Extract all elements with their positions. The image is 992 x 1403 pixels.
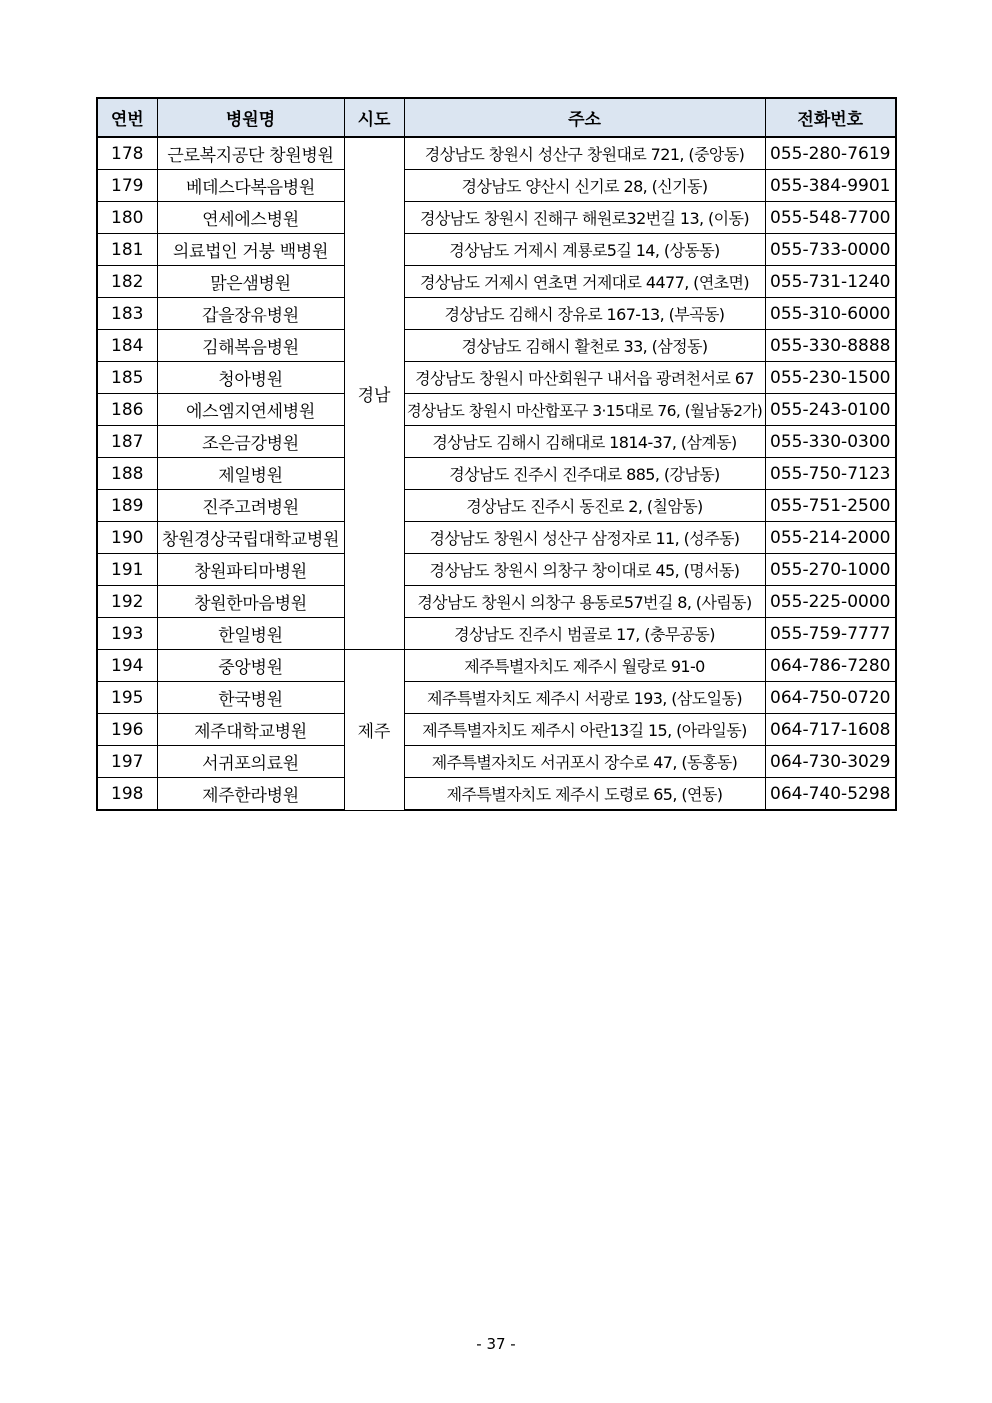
address-cell: 경상남도 김해시 김해대로 1814-37, (삼계동) [404,426,765,458]
table-row [97,362,896,394]
table-row [97,682,896,714]
phone-cell: 055-548-7700 [765,202,896,234]
table-row [97,170,896,202]
phone-cell: 055-330-0300 [765,426,896,458]
serial-cell: 183 [97,298,157,330]
hospital-name-cell: 제주대학교병원 [157,714,344,746]
table-row [97,234,896,266]
header-address: 주소 [404,98,765,137]
hospital-name-cell: 진주고려병원 [157,490,344,522]
hospital-name-cell: 청아병원 [157,362,344,394]
table-row [97,266,896,298]
phone-cell: 055-759-7777 [765,618,896,650]
hospital-name-cell: 연세에스병원 [157,202,344,234]
address-cell: 경상남도 거제시 연초면 거제대로 4477, (연초면) [404,266,765,298]
serial-cell: 193 [97,618,157,650]
address-cell: 경상남도 창원시 의창구 창이대로 45, (명서동) [404,554,765,586]
address-cell: 제주특별자치도 제주시 도령로 65, (연동) [404,778,765,811]
hospital-name-cell: 제일병원 [157,458,344,490]
serial-cell: 180 [97,202,157,234]
serial-cell: 190 [97,522,157,554]
hospital-name-cell: 서귀포의료원 [157,746,344,778]
phone-cell: 055-230-1500 [765,362,896,394]
serial-cell: 178 [97,137,157,170]
hospital-name-cell: 에스엠지연세병원 [157,394,344,426]
phone-cell: 055-280-7619 [765,137,896,170]
table-row [97,458,896,490]
address-cell: 제주특별자치도 제주시 아란13길 15, (아라일동) [404,714,765,746]
address-cell: 경상남도 진주시 진주대로 885, (강남동) [404,458,765,490]
address-cell: 경상남도 창원시 의창구 용동로57번길 8, (사림동) [404,586,765,618]
phone-cell: 055-384-9901 [765,170,896,202]
address-cell: 제주특별자치도 서귀포시 장수로 47, (동홍동) [404,746,765,778]
address-cell: 경상남도 거제시 계룡로5길 14, (상동동) [404,234,765,266]
address-cell: 경상남도 창원시 마산회원구 내서읍 광려천서로 67 [404,362,765,394]
address-cell: 경상남도 창원시 성산구 창원대로 721, (중앙동) [404,137,765,170]
phone-cell: 055-750-7123 [765,458,896,490]
header-serial: 연번 [97,98,157,137]
serial-cell: 187 [97,426,157,458]
phone-cell: 064-740-5298 [765,778,896,811]
serial-cell: 186 [97,394,157,426]
serial-cell: 185 [97,362,157,394]
serial-cell: 192 [97,586,157,618]
serial-cell: 198 [97,778,157,811]
address-cell: 경상남도 창원시 진해구 해원로32번길 13, (이동) [404,202,765,234]
header-hospital-name: 병원명 [157,98,344,137]
hospital-name-cell: 한국병원 [157,682,344,714]
serial-cell: 188 [97,458,157,490]
serial-cell: 194 [97,650,157,682]
region-cell: 제주 [344,650,404,811]
hospital-name-cell: 의료법인 거붕 백병원 [157,234,344,266]
hospital-name-cell: 창원경상국립대학교병원 [157,522,344,554]
table-row [97,330,896,362]
serial-cell: 196 [97,714,157,746]
address-cell: 경상남도 양산시 신기로 28, (신기동) [404,170,765,202]
hospital-name-cell: 한일병원 [157,618,344,650]
phone-cell: 055-733-0000 [765,234,896,266]
address-cell: 경상남도 창원시 마산합포구 3·15대로 76, (월남동2가) [404,394,765,426]
phone-cell: 055-214-2000 [765,522,896,554]
serial-cell: 181 [97,234,157,266]
serial-cell: 195 [97,682,157,714]
phone-cell: 064-730-3029 [765,746,896,778]
table-row [97,490,896,522]
table-header-row [97,98,896,137]
phone-cell: 055-243-0100 [765,394,896,426]
hospital-name-cell: 근로복지공단 창원병원 [157,137,344,170]
address-cell: 제주특별자치도 제주시 월랑로 91-0 [404,650,765,682]
address-cell: 경상남도 김해시 활천로 33, (삼정동) [404,330,765,362]
address-cell: 경상남도 창원시 성산구 삼정자로 11, (성주동) [404,522,765,554]
hospital-table [96,97,897,811]
serial-cell: 179 [97,170,157,202]
hospital-name-cell: 김해복음병원 [157,330,344,362]
serial-cell: 197 [97,746,157,778]
address-cell: 경상남도 김해시 장유로 167-13, (부곡동) [404,298,765,330]
phone-cell: 064-786-7280 [765,650,896,682]
phone-cell: 055-310-6000 [765,298,896,330]
serial-cell: 184 [97,330,157,362]
phone-cell: 064-717-1608 [765,714,896,746]
serial-cell: 189 [97,490,157,522]
table-row [97,426,896,458]
table-row [97,202,896,234]
table-row [97,618,896,650]
table-row [97,586,896,618]
phone-cell: 055-731-1240 [765,266,896,298]
hospital-name-cell: 창원한마음병원 [157,586,344,618]
page-number: - 37 - [476,1335,516,1353]
table-row [97,298,896,330]
table-row [97,778,896,811]
hospital-name-cell: 맑은샘병원 [157,266,344,298]
table-row [97,714,896,746]
phone-cell: 055-330-8888 [765,330,896,362]
hospital-name-cell: 창원파티마병원 [157,554,344,586]
serial-cell: 182 [97,266,157,298]
address-cell: 경상남도 진주시 범골로 17, (충무공동) [404,618,765,650]
phone-cell: 055-751-2500 [765,490,896,522]
table-row [97,137,896,170]
header-phone: 전화번호 [765,98,896,137]
table-row [97,522,896,554]
table-row [97,746,896,778]
hospital-name-cell: 갑을장유병원 [157,298,344,330]
serial-cell: 191 [97,554,157,586]
address-cell: 제주특별자치도 제주시 서광로 193, (삼도일동) [404,682,765,714]
hospital-name-cell: 베데스다복음병원 [157,170,344,202]
table-body [97,137,896,810]
hospital-name-cell: 조은금강병원 [157,426,344,458]
address-cell: 경상남도 진주시 동진로 2, (칠암동) [404,490,765,522]
table-row [97,554,896,586]
hospital-name-cell: 중앙병원 [157,650,344,682]
phone-cell: 055-270-1000 [765,554,896,586]
table-row [97,650,896,682]
phone-cell: 055-225-0000 [765,586,896,618]
table-row [97,394,896,426]
region-cell: 경남 [344,137,404,650]
header-region: 시도 [344,98,404,137]
hospital-name-cell: 제주한라병원 [157,778,344,811]
phone-cell: 064-750-0720 [765,682,896,714]
